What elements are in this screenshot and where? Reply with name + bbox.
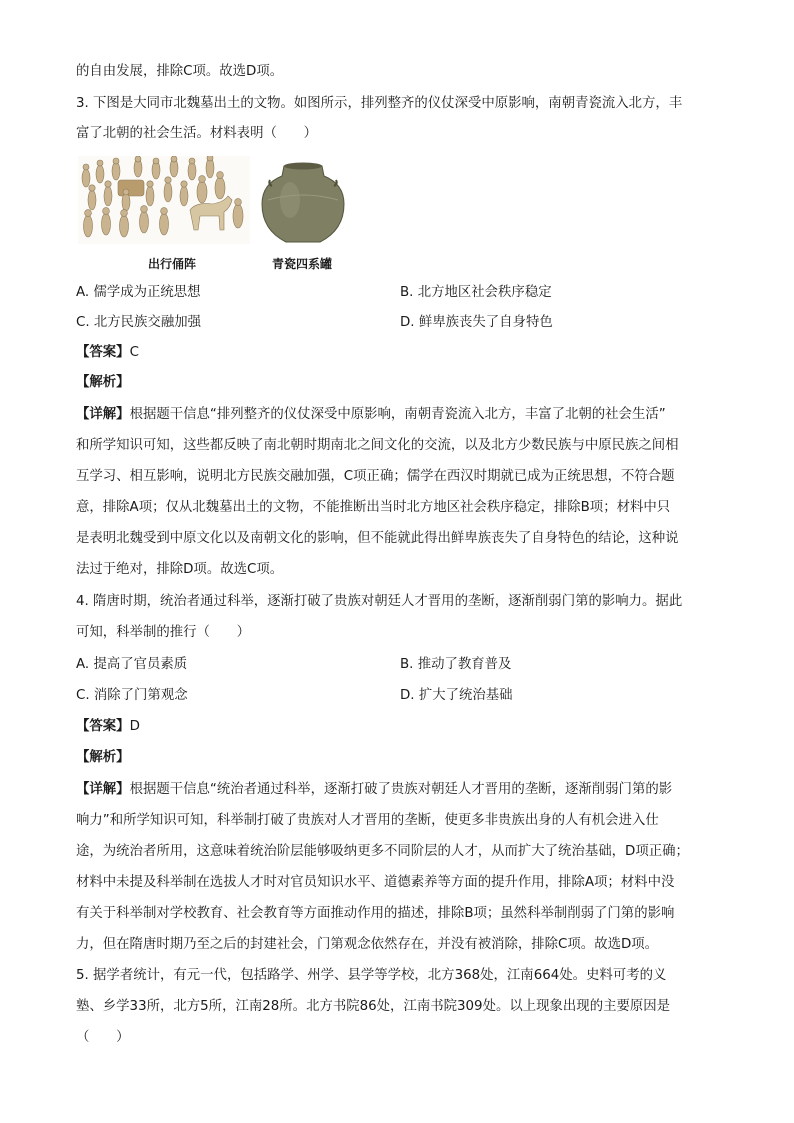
detail-text: 和所学知识可知，这些都反映了南北朝时期南北之间文化的交流，以及北方少数民族与中原民族之间相 [76,438,679,453]
detail-text: 意，排除A项；仅从北魏墓出土的文物，不能推断出当时北方地区社会秩序稳定，排除B项；材料中只 [76,500,671,515]
option-a: A. 儒学成为正统思想 [76,285,201,300]
detail-tag: 【详解】 [76,407,130,422]
detail-line [76,780,724,800]
option-d: D. 扩大了统治基础 [400,688,513,703]
question-5-stem: 塾、乡学33所，北方5所，江南28所。北方书院86处，江南书院309处。以上现象出现的主要原因是 [76,999,671,1014]
question-4-stem: 4. 隋唐时期，统治者通过科举，逐渐打破了贵族对朝廷人才晋用的垄断，逐渐削弱门第的影响力。据此 [76,594,683,609]
option-d: D. 鲜卑族丧失了自身特色 [400,315,553,330]
text-line: 的自由发展，排除C项。故选D项。 [76,64,284,79]
detail-tag: 【详解】 [76,782,130,797]
answer-tag: 【答案】 [76,719,130,734]
answer-tag: 【答案】 [76,345,130,360]
question-5-stem: （ ） [76,1030,130,1045]
detail-text: 是表明北魏受到中原文化以及南朝文化的影响，但不能就此得出鲜卑族丧失了自身特色的结论，这种说 [76,531,679,546]
question-3-stem: 3. 下图是大同市北魏墓出土的文物。如图所示，排列整齐的仪仗深受中原影响，南朝青瓷流入北方，丰 [76,96,683,111]
option-c: C. 消除了门第观念 [76,688,188,703]
detail-text: 材料中未提及科举制在选拔人才时对官员知识水平、道德素养等方面的提升作用，排除A项；材料中没 [76,875,675,890]
answer-value: D [129,719,140,734]
question-5-stem: 5. 据学者统计，有元一代，包括路学、州学、县学等学校，北方368处，江南664处。史料可考的义 [76,968,667,983]
option-b: B. 北方地区社会秩序稳定 [400,285,552,300]
answer-line [76,717,724,737]
detail-text: 途，为统治者所用，这意味着统治阶层能够吸纳更多不同阶层的人才，从而扩大了统治基础，D项正确； [76,844,689,859]
detail-text: 法过于绝对，排除D项。故选C项。 [76,562,284,577]
analysis-tag: 【解析】 [76,375,130,390]
question-4-stem: 可知，科举制的推行（ ） [76,625,251,640]
detail-text: 互学习、相互影响，说明北方民族交融加强，C项正确；儒学在西汉时期就已成为正统思想，不符合题 [76,469,675,484]
option-a: A. 提高了官员素质 [76,657,188,672]
answer-value: C [129,345,139,360]
option-b: B. 推动了教育普及 [400,657,512,672]
answer-line [76,343,724,363]
analysis-tag: 【解析】 [76,750,130,765]
detail-line [76,405,724,425]
detail-text: 根据题干信息“统治者通过科举，逐渐打破了贵族对朝廷人才晋用的垄断，逐渐削弱门第的影 [129,782,673,797]
option-c: C. 北方民族交融加强 [76,315,201,330]
question-3-stem: 富了北朝的社会生活。材料表明（ ） [76,126,318,141]
celadon-jar-image [258,160,348,246]
detail-text: 有关于科举制对学校教育、社会教育等方面推动作用的描述，排除B项；虽然科举制削弱了门第的影响 [76,906,675,921]
detail-text: 响力”和所学知识可知，科举制打破了贵族对人才晋用的垄断，使更多非贵族出身的人有机会进入仕 [76,813,659,828]
figure-caption: 青瓷四系罐 [272,257,333,271]
detail-text: 力，但在隋唐时期乃至之后的封建社会，门第观念依然存在，并没有被消除，排除C项。故选D项。 [76,937,659,952]
detail-text: 根据题干信息“排列整齐的仪仗深受中原影响，南朝青瓷流入北方，丰富了北朝的社会生活” [129,407,666,422]
procession-figurines-image [78,156,250,244]
figure-caption: 出行俑阵 [148,257,197,271]
